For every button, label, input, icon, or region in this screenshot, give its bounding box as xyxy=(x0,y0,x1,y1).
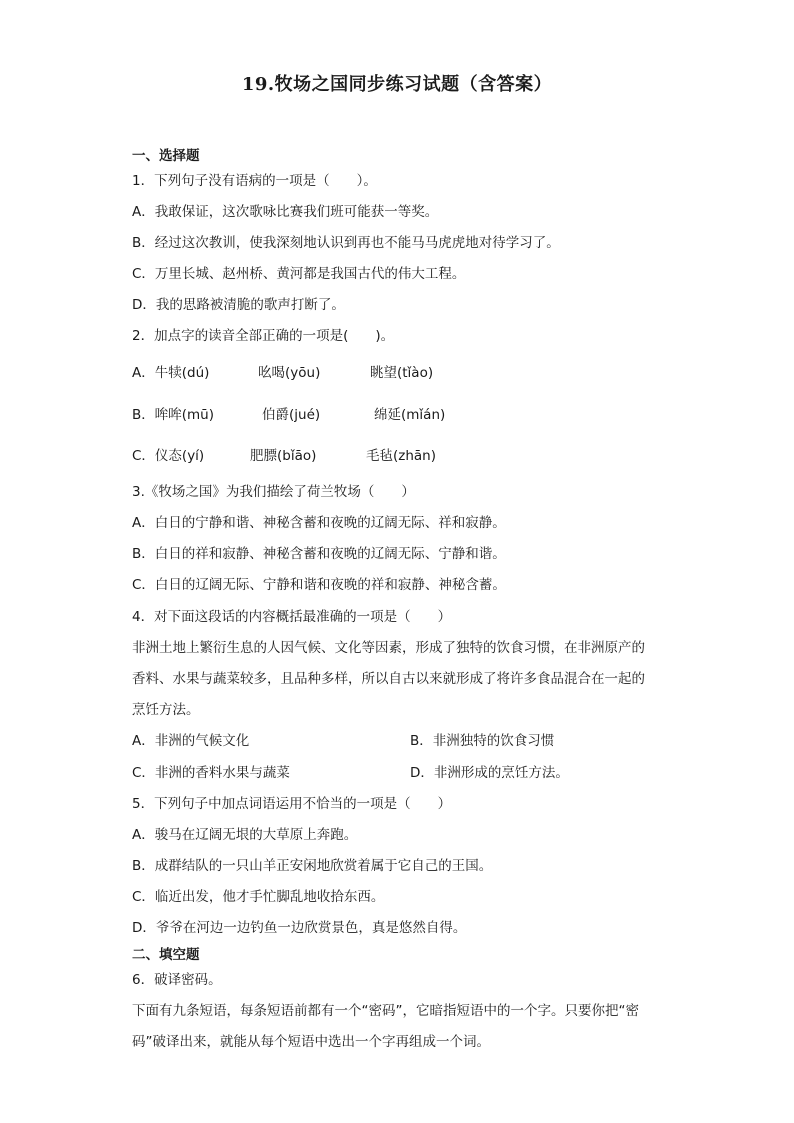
q4-passage-line2: 香料、水果与蔬菜较多，且品种多样，所以自古以来就形成了将许多食品混合在一起的 xyxy=(132,671,645,687)
section-heading-fill: 二、填空题 xyxy=(132,947,200,963)
q1-stem: 1．下列句子没有语病的一项是（ ）。 xyxy=(132,173,377,189)
q2-c-word3: 毛毡(zhān) xyxy=(366,448,437,464)
q4-stem: 4．对下面这段话的内容概括最准确的一项是（ ） xyxy=(132,609,452,625)
q2-c-word1: C．仪态(yí) xyxy=(132,448,205,464)
q4-passage-line3: 烹饪方法。 xyxy=(132,702,200,718)
q5-option-c: C．临近出发，他才手忙脚乱地收拾东西。 xyxy=(132,889,385,905)
q5-option-b: B．成群结队的一只山羊正安闲地欣赏着属于它自己的王国。 xyxy=(132,858,493,874)
q2-a-word2: 吆喝(yōu) xyxy=(258,365,321,381)
q2-stem: 2．加点字的读音全部正确的一项是( )。 xyxy=(132,328,395,344)
q6-passage-line1: 下面有九条短语，每条短语前都有一个“密码”，它暗指短语中的一个字。只要你把“密 xyxy=(132,1003,639,1019)
page-title: 19.牧场之国同步练习试题（含答案） xyxy=(241,74,553,95)
q2-a-word3: 眺望(tǐào) xyxy=(370,365,434,381)
q5-option-a: A．骏马在辽阔无垠的大草原上奔跑。 xyxy=(132,827,358,843)
q5-option-d: D．爷爷在河边一边钓鱼一边欣赏景色，真是悠然自得。 xyxy=(132,920,467,936)
q2-option-b xyxy=(132,406,445,424)
q2-c-word2: 肥膘(bǐāo) xyxy=(250,448,317,464)
q1-option-a: A．我敢保证，这次歌咏比赛我们班可能获一等奖。 xyxy=(132,204,439,220)
q3-option-b: B．白日的祥和寂静、神秘含蓄和夜晚的辽阔无际、宁静和谐。 xyxy=(132,546,506,562)
q3-option-c: C．白日的辽阔无际、宁静和谐和夜晚的祥和寂静、神秘含蓄。 xyxy=(132,577,506,593)
q4-option-d: D．非洲形成的烹饪方法。 xyxy=(410,765,569,781)
section-heading-choice: 一、选择题 xyxy=(132,148,200,164)
q6-stem: 6．破译密码。 xyxy=(132,972,222,988)
q2-a-word1: A．牛犊(dú) xyxy=(132,365,210,381)
q2-option-a xyxy=(132,364,433,382)
q6-passage-line2: 码”破译出来，就能从每个短语中选出一个字再组成一个词。 xyxy=(132,1034,490,1050)
q1-option-b: B．经过这次教训，使我深刻地认识到再也不能马马虎虎地对待学习了。 xyxy=(132,235,560,251)
q4-option-b: B．非洲独特的饮食习惯 xyxy=(410,733,555,749)
q2-b-word3: 绵延(mǐán) xyxy=(374,407,446,423)
q5-stem: 5．下列句子中加点词语运用不恰当的一项是（ ） xyxy=(132,796,452,812)
q3-stem: 3.《牧场之国》为我们描绘了荷兰牧场（ ） xyxy=(132,484,415,500)
q3-option-a: A．白日的宁静和谐、神秘含蓄和夜晚的辽阔无际、祥和寂静。 xyxy=(132,515,506,531)
q2-option-c xyxy=(132,447,436,465)
q4-option-a: A．非洲的气候文化 xyxy=(132,733,250,749)
q4-passage-line1: 非洲土地上繁衍生息的人因气候、文化等因素，形成了独特的饮食习惯，在非洲原产的 xyxy=(132,640,645,656)
q4-option-c: C．非洲的香料水果与蔬菜 xyxy=(132,765,290,781)
q2-b-word1: B．哞哞(mū) xyxy=(132,407,215,423)
q1-option-d: D．我的思路被清脆的歌声打断了。 xyxy=(132,297,345,313)
q2-b-word2: 伯爵(jué) xyxy=(262,407,321,423)
q1-option-c: C．万里长城、赵州桥、黄河都是我国古代的伟大工程。 xyxy=(132,266,466,282)
